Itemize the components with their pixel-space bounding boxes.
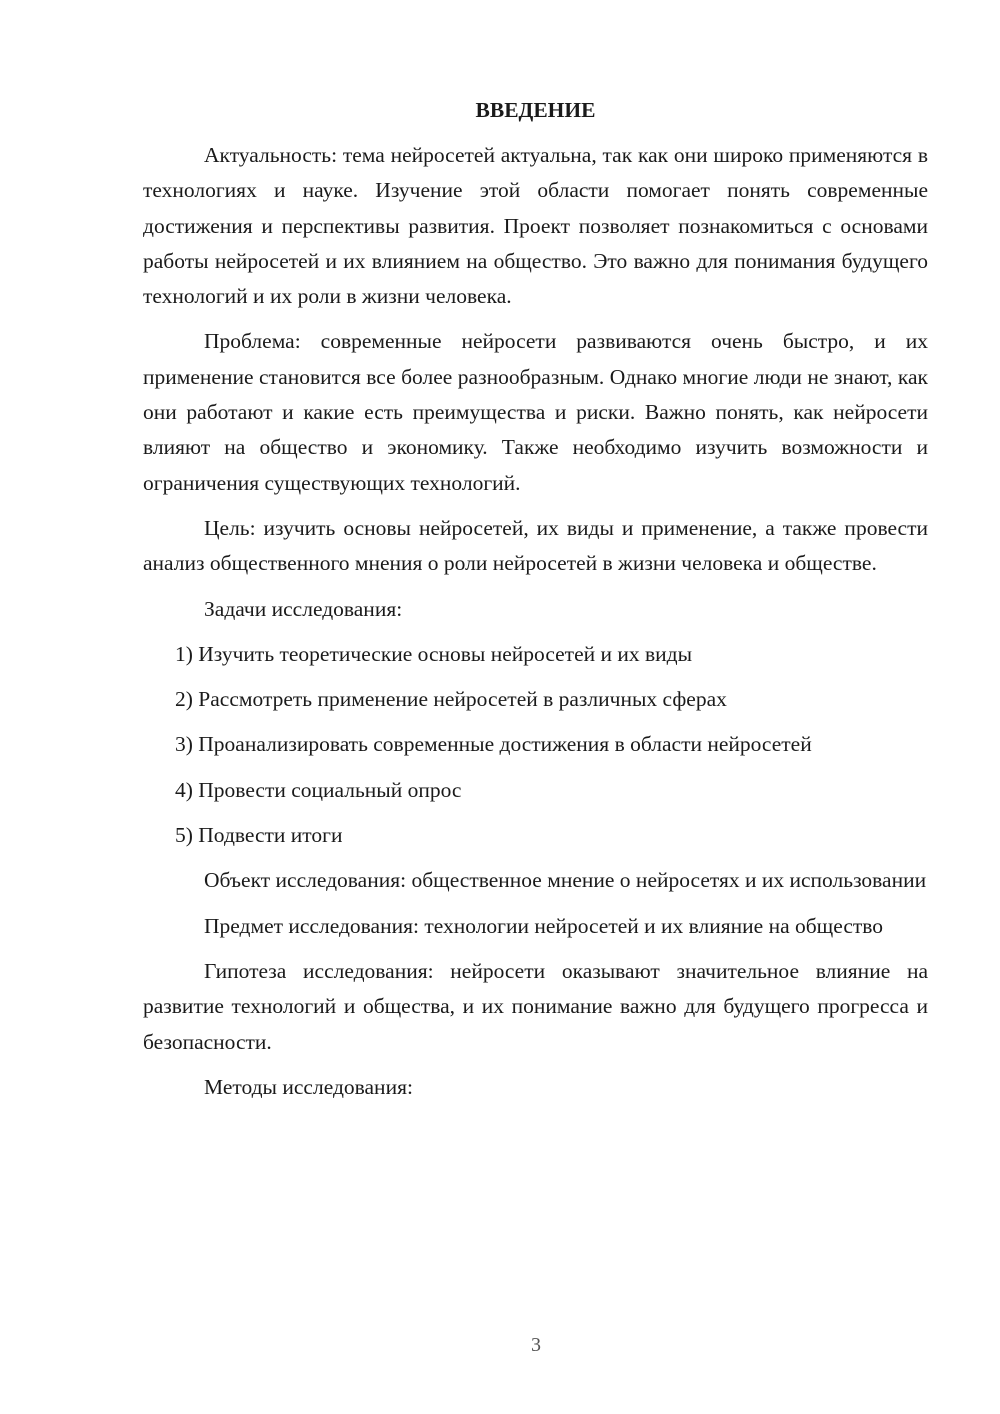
methods-label: Методы исследования: bbox=[204, 1074, 413, 1099]
problem-paragraph: Проблема: современные нейросети развиваются очень быстро, и их применение становится все более разнообразным. Однако многие люди не знают, как они работают и какие есть преимущества и риски. Важно понять, как нейросети влияют на общество и экономику. Также необходимо изучить возможности и ограничения существующих технологий. bbox=[143, 329, 928, 495]
hypothesis-paragraph: Гипотеза исследования: нейросети оказывают значительное влияние на развитие технологий и общества, и их понимание важно для будущего прогресса и безопасности. bbox=[143, 958, 928, 1054]
section-heading: ВВЕДЕНИЕ bbox=[475, 98, 596, 122]
task-item-4: 4) Провести социальный опрос bbox=[175, 777, 462, 802]
task-list bbox=[143, 637, 928, 853]
page-content bbox=[143, 93, 928, 1115]
tasks-label: Задачи исследования: bbox=[204, 596, 403, 621]
task-item-1: 1) Изучить теоретические основы нейросетей и их виды bbox=[175, 641, 693, 666]
object-paragraph: Объект исследования: общественное мнение о нейросетях и их использовании bbox=[204, 868, 927, 893]
task-item-5: 5) Подвести итоги bbox=[175, 823, 343, 848]
page-number: 3 bbox=[531, 1334, 541, 1356]
task-item-3: 3) Проанализировать современные достижения в области нейросетей bbox=[175, 732, 812, 757]
relevance-paragraph: Актуальность: тема нейросетей актуальна, так как они широко применяются в технологиях и науке. Изучение этой области помогает понять современные достижения и перспективы развития. Проект позволяет познакомиться с основами работы нейросетей и их влиянием на общество. Это важно для понимания будущего технологий и их роли в жизни человека. bbox=[143, 143, 928, 309]
goal-paragraph: Цель: изучить основы нейросетей, их виды и применение, а также провести анализ общественного мнения о роли нейросетей в жизни человека и обществе. bbox=[143, 515, 928, 576]
subject-paragraph: Предмет исследования: технологии нейросетей и их влияние на общество bbox=[204, 913, 884, 938]
task-item-2: 2) Рассмотреть применение нейросетей в различных сферах bbox=[175, 687, 727, 712]
